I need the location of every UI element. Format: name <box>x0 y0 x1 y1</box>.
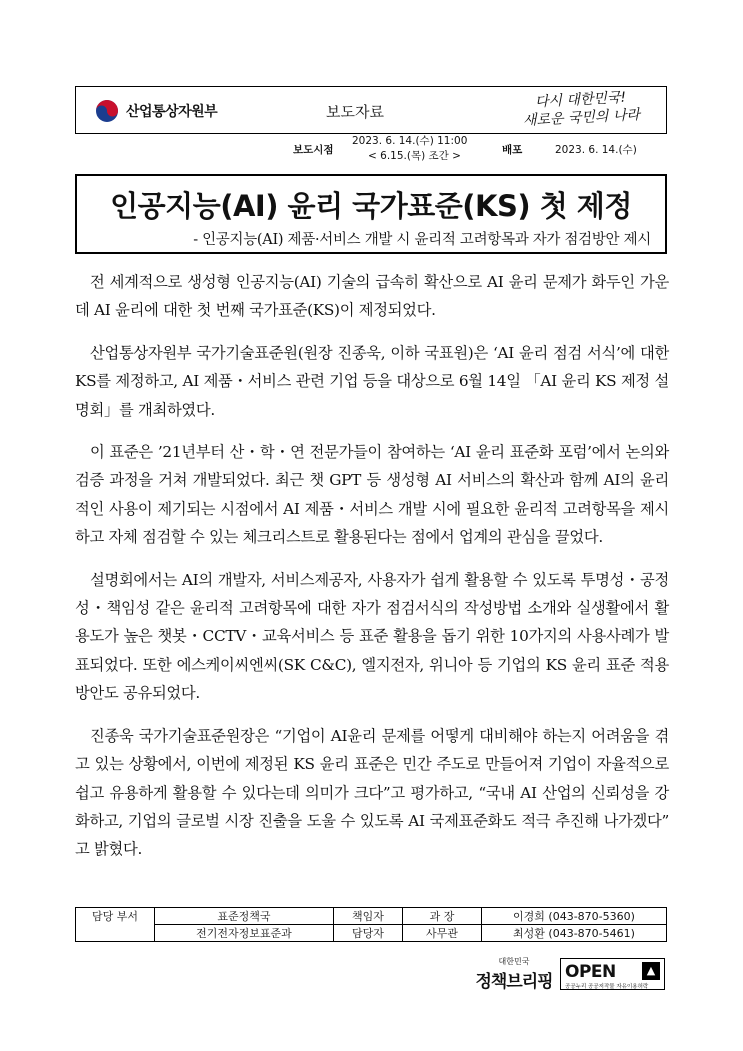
person-2: 최성환 (043-870-5461) <box>482 925 667 942</box>
dept-division: 전기전자정보표준과 <box>155 925 334 942</box>
role-1: 책임자 <box>334 908 403 925</box>
dept-label: 담당 부서 <box>76 908 155 942</box>
release-time: 2023. 6. 14.(수) 11:00 <box>352 135 468 147</box>
ministry-logo <box>94 98 217 124</box>
title-1: 과 장 <box>403 908 482 925</box>
open-note: 공공누리 공공저작물 자유이용허락 <box>565 984 649 990</box>
doc-type: 보도자료 <box>326 103 384 121</box>
license-icon: ▲ <box>642 962 660 980</box>
release-edition: < 6.15.(목) 조간 > <box>368 150 461 162</box>
brief-big: 정책브리핑 <box>475 972 553 992</box>
release-meta <box>0 132 743 164</box>
slogan-line-1: 다시 대한민국! <box>534 89 627 111</box>
brief-small: 대한민국 <box>498 957 530 966</box>
release-label: 보도시점 <box>293 144 334 156</box>
role-2: 담당자 <box>334 925 403 942</box>
open-text: OPEN <box>565 962 616 982</box>
open-license-badge <box>560 958 665 990</box>
header-box <box>75 86 667 134</box>
page-title: 인공지능(AI) 윤리 국가표준(KS) 첫 제정 <box>110 189 632 223</box>
distribution-date: 2023. 6. 14.(수) <box>555 144 637 156</box>
paragraph: 진종욱 국가기술표준원장은 “기업이 AI윤리 문제를 어떻게 대비해야 하는지 어려움을 겪고 있는 상황에서, 이번에 제정된 KS 윤리 표준은 민간 주도로 만들어져 기업이 자율적으로 쉽고 유용하게 활용할 수 있다는데 의미가 크다”고 평가하고, “국내 AI 산업의 신뢰성을 강화하고, 기업의 글로벌 시장 진출을 도울 수 있도록 AI 국제표준화도 적극 추진해 나가겠다” 고 밝혔다. <box>75 726 669 859</box>
paragraph: 이 표준은 ’21년부터 산・학・연 전문가들이 참여하는 ‘AI 윤리 표준화 포럼’에서 논의와 검증 과정을 거쳐 개발되었다. 최근 챗 GPT 등 생성형 AI 서비스의 확산과 함께 AI의 윤리적인 사용이 제기되는 시점에서 AI 제품・서비스 개발 시에 필요한 윤리적 고려항목을 제시하고 자체 점검할 수 있는 체크리스트로 활용된다는 점에서 업계의 관심을 끌었다. <box>75 443 669 547</box>
distribution-label: 배포 <box>502 144 523 156</box>
article-body <box>75 268 669 878</box>
policy-briefing-logo <box>474 956 554 992</box>
contact-table <box>75 907 667 942</box>
title-box <box>75 174 667 254</box>
table-row <box>76 908 667 925</box>
dept-bureau: 표준정책국 <box>155 908 334 925</box>
title-2: 사무관 <box>403 925 482 942</box>
page-subtitle: - 인공지능(AI) 제품·서비스 개발 시 윤리적 고려항목과 자가 점검방안 제시 <box>193 232 651 248</box>
paragraph: 전 세계적으로 생성형 인공지능(AI) 기술의 급속히 확산으로 AI 윤리 문제가 화두인 가운데 AI 윤리에 대한 첫 번째 국가표준(KS)이 제정되었다. <box>75 273 669 320</box>
table-row <box>76 925 667 942</box>
slogan <box>505 87 657 131</box>
ministry-name: 산업통상자원부 <box>126 104 218 120</box>
person-1: 이경희 (043-870-5360) <box>482 908 667 925</box>
paragraph: 산업통상자원부 국가기술표준원(원장 진종욱, 이하 국표원)은 ‘AI 윤리 점검 서식’에 대한 KS를 제정하고, AI 제품・서비스 관련 기업 등을 대상으로 6월 14일 「AI 윤리 KS 제정 설명회」를 개최하였다. <box>75 343 669 419</box>
taegeuk-icon <box>94 98 120 124</box>
paragraph: 설명회에서는 AI의 개발자, 서비스제공자, 사용자가 쉽게 활용할 수 있도록 투명성・공정성・책임성 같은 윤리적 고려항목에 대한 자가 점검서식의 작성방법 소개와 실생활에서 활용도가 높은 챗봇・CCTV・교육서비스 등 표준 활용을 돕기 위한 10가지의 사용사례가 발표되었다. 또한 에스케이씨엔씨(SK C&C), 엘지전자, 위니아 등 기업의 KS 윤리 표준 적용방안도 공유되었다. <box>75 570 669 703</box>
slogan-line-2: 새로운 국민의 나라 <box>522 106 641 130</box>
